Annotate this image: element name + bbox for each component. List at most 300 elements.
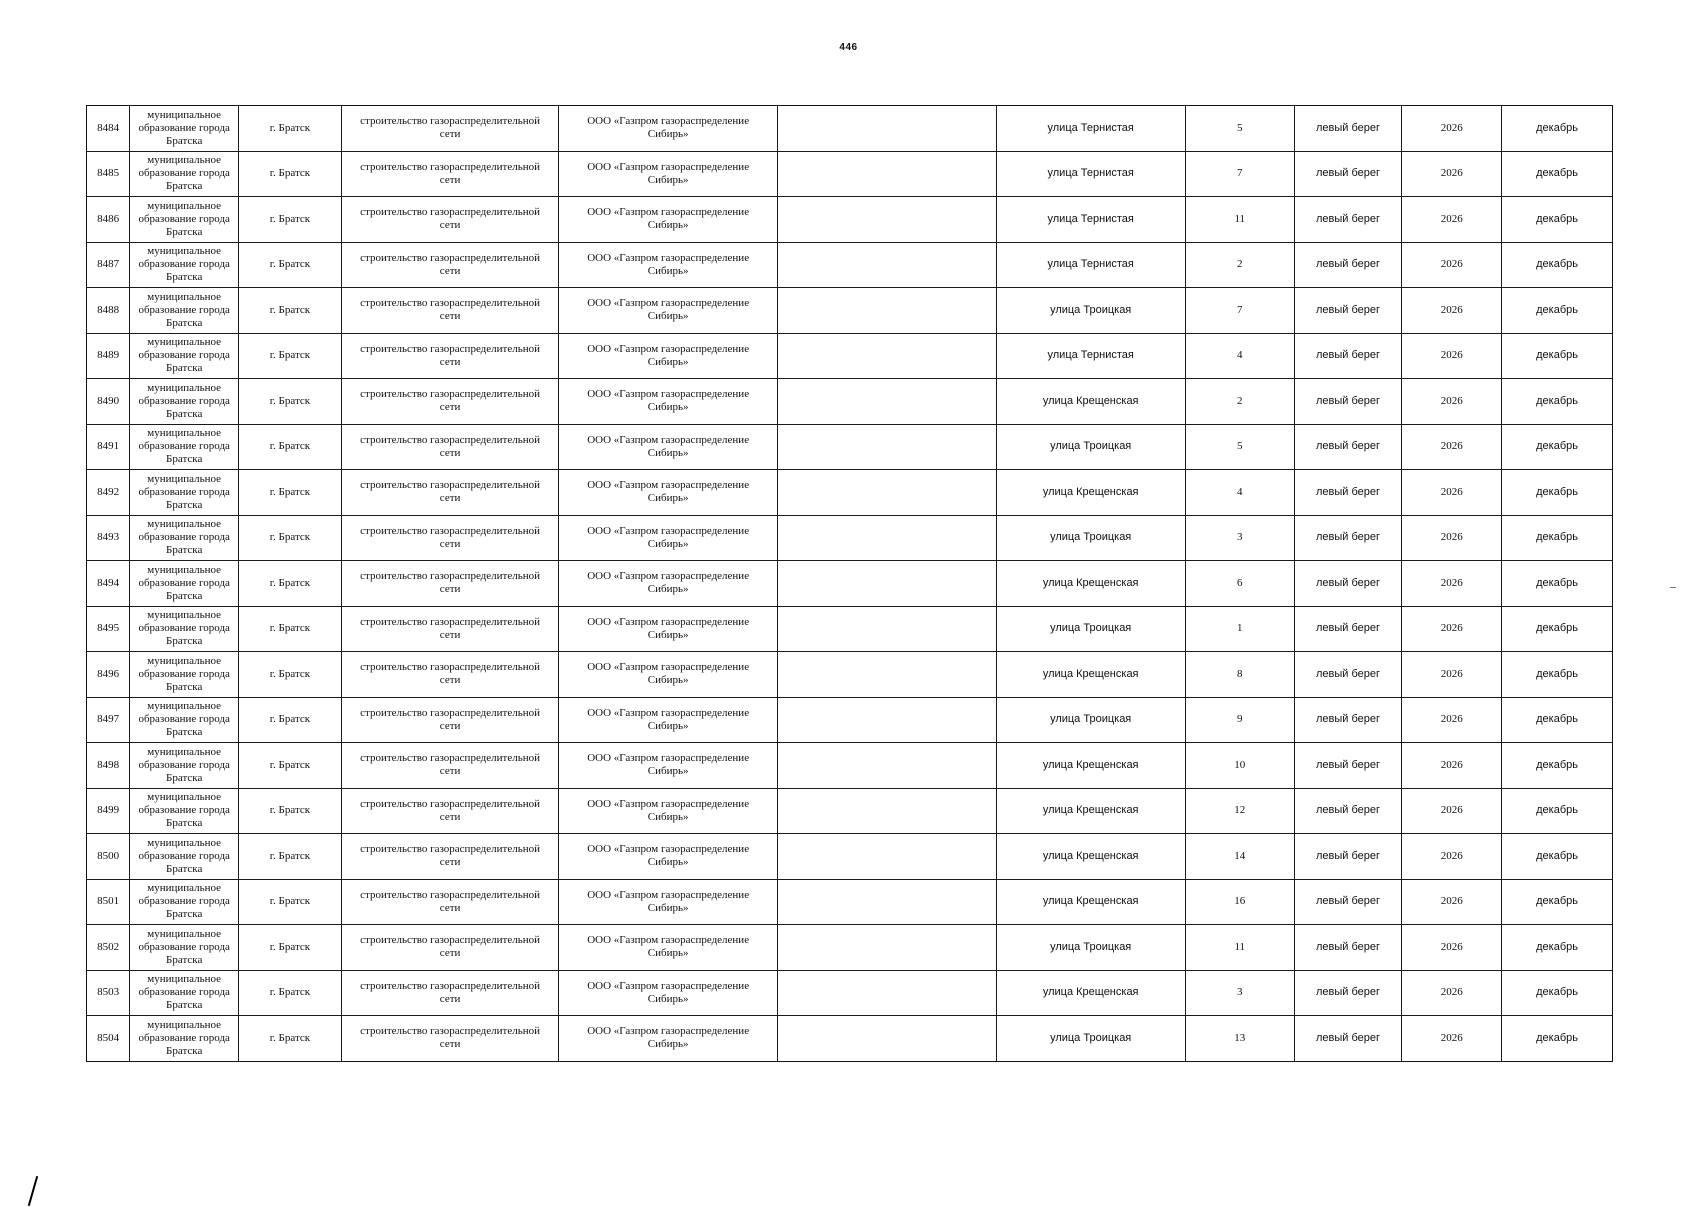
work-type-text: строительство газораспределительной [360, 979, 541, 992]
empty-cell [777, 1016, 996, 1062]
table-row [87, 652, 1613, 698]
municipality-text: муниципальное [147, 108, 222, 121]
settlement-cell [239, 242, 342, 288]
work-type-cell [341, 970, 559, 1016]
table-row [87, 788, 1613, 834]
street-text: улица Крещенская [1042, 849, 1139, 862]
table-row [87, 333, 1613, 379]
organization-text: Сибирь» [647, 765, 689, 778]
organization-cell [559, 288, 778, 334]
river-bank-cell [1294, 697, 1402, 743]
work-type-text: строительство газораспределительной [360, 160, 541, 173]
river-bank-text: левый берег [1316, 940, 1381, 953]
municipality-cell [130, 834, 239, 880]
record-number-text: 8491 [97, 440, 120, 453]
municipality-text: муниципальное [147, 836, 222, 849]
work-type-text: строительство газораспределительной [360, 661, 541, 674]
settlement-cell [239, 470, 342, 516]
work-type-text: сети [439, 537, 461, 550]
organization-text: ООО «Газпром газораспределение [587, 115, 750, 128]
year-cell [1402, 151, 1502, 197]
municipality-text: образование города [138, 485, 230, 498]
record-number-text: 8503 [97, 986, 120, 999]
settlement-cell [239, 106, 342, 152]
month-text: декабрь [1536, 622, 1578, 635]
record-number-text: 8496 [97, 667, 120, 680]
work-type-text: сети [439, 856, 461, 869]
municipality-text: образование города [138, 303, 230, 316]
year-text: 2026 [1440, 622, 1463, 635]
year-text: 2026 [1440, 303, 1463, 316]
month-cell [1502, 879, 1613, 925]
organization-cell [559, 151, 778, 197]
year-cell [1402, 788, 1502, 834]
work-type-text: строительство газораспределительной [360, 570, 541, 583]
month-cell [1502, 606, 1613, 652]
work-type-cell [341, 925, 559, 971]
river-bank-cell [1294, 242, 1402, 288]
gasification-table [86, 105, 1613, 1062]
work-type-text: сети [439, 264, 461, 277]
house-number-text: 1 [1237, 622, 1243, 635]
organization-cell [559, 1016, 778, 1062]
organization-text: ООО «Газпром газораспределение [587, 752, 750, 765]
work-type-text: строительство газораспределительной [360, 388, 541, 401]
settlement-text: г. Братск [269, 849, 311, 862]
record-number-text: 8485 [97, 167, 120, 180]
empty-cell [777, 333, 996, 379]
settlement-cell [239, 697, 342, 743]
empty-cell [777, 106, 996, 152]
settlement-cell [239, 925, 342, 971]
municipality-text: образование города [138, 849, 230, 862]
municipality-text: образование города [138, 622, 230, 635]
organization-cell [559, 106, 778, 152]
work-type-text: строительство газораспределительной [360, 206, 541, 219]
municipality-cell [130, 879, 239, 925]
work-type-cell [341, 424, 559, 470]
municipality-text: муниципальное [147, 290, 222, 303]
river-bank-text: левый берег [1316, 167, 1381, 180]
settlement-text: г. Братск [269, 576, 311, 589]
municipality-text: Братска [166, 953, 203, 966]
house-number-cell [1185, 151, 1294, 197]
municipality-text: Братска [166, 453, 203, 466]
record-number-text: 8500 [97, 849, 120, 862]
municipality-text: образование города [138, 1031, 230, 1044]
organization-text: Сибирь» [647, 128, 689, 141]
street-cell [996, 743, 1185, 789]
municipality-text: Братска [166, 498, 203, 511]
river-bank-text: левый берег [1316, 485, 1381, 498]
record-number-cell [87, 561, 130, 607]
house-number-cell [1185, 424, 1294, 470]
work-type-cell [341, 743, 559, 789]
street-text: улица Троицкая [1050, 1031, 1132, 1044]
month-cell [1502, 379, 1613, 425]
month-text: декабрь [1536, 121, 1578, 134]
work-type-text: сети [439, 719, 461, 732]
record-number-cell [87, 697, 130, 743]
street-cell [996, 288, 1185, 334]
street-cell [996, 879, 1185, 925]
municipality-text: образование города [138, 440, 230, 453]
organization-text: ООО «Газпром газораспределение [587, 615, 750, 628]
house-number-text: 16 [1234, 895, 1246, 908]
empty-cell [777, 470, 996, 516]
table-body [87, 106, 1613, 1062]
settlement-text: г. Братск [269, 121, 311, 134]
river-bank-text: левый берег [1316, 349, 1381, 362]
settlement-text: г. Братск [269, 303, 311, 316]
organization-text: ООО «Газпром газораспределение [587, 570, 750, 583]
municipality-text: муниципальное [147, 427, 222, 440]
organization-text: Сибирь» [647, 583, 689, 596]
settlement-text: г. Братск [269, 986, 311, 999]
table-row [87, 743, 1613, 789]
house-number-text: 5 [1237, 440, 1243, 453]
year-cell [1402, 879, 1502, 925]
organization-cell [559, 879, 778, 925]
empty-cell [777, 515, 996, 561]
work-type-text: сети [439, 401, 461, 414]
river-bank-cell [1294, 470, 1402, 516]
year-cell [1402, 288, 1502, 334]
settlement-text: г. Братск [269, 212, 311, 225]
house-number-text: 3 [1237, 531, 1243, 544]
organization-cell [559, 515, 778, 561]
municipality-text: образование города [138, 258, 230, 271]
municipality-text: муниципальное [147, 609, 222, 622]
work-type-text: сети [439, 128, 461, 141]
settlement-text: г. Братск [269, 258, 311, 271]
settlement-text: г. Братск [269, 531, 311, 544]
river-bank-cell [1294, 424, 1402, 470]
month-text: декабрь [1536, 1031, 1578, 1044]
empty-cell [777, 697, 996, 743]
municipality-cell [130, 197, 239, 243]
organization-text: Сибирь» [647, 310, 689, 323]
house-number-text: 4 [1237, 485, 1243, 498]
empty-cell [777, 606, 996, 652]
organization-cell [559, 652, 778, 698]
record-number-cell [87, 1016, 130, 1062]
month-cell [1502, 788, 1613, 834]
table-row [87, 879, 1613, 925]
empty-cell [777, 424, 996, 470]
house-number-cell [1185, 606, 1294, 652]
municipality-text: Братска [166, 180, 203, 193]
municipality-text: муниципальное [147, 791, 222, 804]
street-cell [996, 970, 1185, 1016]
municipality-cell [130, 652, 239, 698]
organization-text: Сибирь» [647, 810, 689, 823]
organization-text: ООО «Газпром газораспределение [587, 979, 750, 992]
municipality-cell [130, 925, 239, 971]
settlement-text: г. Братск [269, 167, 311, 180]
work-type-text: сети [439, 628, 461, 641]
settlement-text: г. Братск [269, 622, 311, 635]
work-type-text: строительство газораспределительной [360, 342, 541, 355]
record-number-cell [87, 288, 130, 334]
record-number-cell [87, 834, 130, 880]
work-type-text: строительство газораспределительной [360, 706, 541, 719]
work-type-cell [341, 470, 559, 516]
month-text: декабрь [1536, 485, 1578, 498]
house-number-cell [1185, 333, 1294, 379]
record-number-cell [87, 606, 130, 652]
municipality-text: Братска [166, 635, 203, 648]
record-number-text: 8504 [97, 1031, 120, 1044]
empty-cell [777, 197, 996, 243]
work-type-text: строительство газораспределительной [360, 615, 541, 628]
year-cell [1402, 970, 1502, 1016]
house-number-cell [1185, 1016, 1294, 1062]
organization-cell [559, 561, 778, 607]
organization-text: Сибирь» [647, 992, 689, 1005]
street-cell [996, 379, 1185, 425]
record-number-text: 8495 [97, 622, 120, 635]
organization-cell [559, 424, 778, 470]
work-type-cell [341, 606, 559, 652]
municipality-text: образование города [138, 895, 230, 908]
work-type-text: строительство газораспределительной [360, 479, 541, 492]
work-type-text: строительство газораспределительной [360, 797, 541, 810]
settlement-cell [239, 424, 342, 470]
organization-text: ООО «Газпром газораспределение [587, 797, 750, 810]
municipality-text: муниципальное [147, 1018, 222, 1031]
record-number-text: 8492 [97, 485, 120, 498]
municipality-text: муниципальное [147, 745, 222, 758]
municipality-text: муниципальное [147, 245, 222, 258]
record-number-cell [87, 333, 130, 379]
year-cell [1402, 515, 1502, 561]
empty-cell [777, 925, 996, 971]
settlement-text: г. Братск [269, 758, 311, 771]
year-text: 2026 [1440, 667, 1463, 680]
municipality-cell [130, 697, 239, 743]
house-number-cell [1185, 379, 1294, 425]
organization-text: Сибирь» [647, 264, 689, 277]
organization-text: Сибирь» [647, 355, 689, 368]
work-type-text: строительство газораспределительной [360, 251, 541, 264]
year-text: 2026 [1440, 394, 1463, 407]
settlement-cell [239, 834, 342, 880]
year-cell [1402, 106, 1502, 152]
house-number-cell [1185, 697, 1294, 743]
work-type-cell [341, 697, 559, 743]
settlement-text: г. Братск [269, 485, 311, 498]
house-number-text: 9 [1237, 713, 1243, 726]
municipality-cell [130, 106, 239, 152]
month-text: декабрь [1536, 713, 1578, 726]
municipality-text: Братска [166, 225, 203, 238]
settlement-cell [239, 606, 342, 652]
pen-stroke-mark [20, 1175, 50, 1207]
month-text: декабрь [1536, 258, 1578, 271]
record-number-cell [87, 788, 130, 834]
street-cell [996, 788, 1185, 834]
river-bank-text: левый берег [1316, 394, 1381, 407]
work-type-text: строительство газораспределительной [360, 1025, 541, 1038]
house-number-text: 2 [1237, 258, 1243, 271]
municipality-text: образование города [138, 713, 230, 726]
municipality-text: Братска [166, 589, 203, 602]
municipality-cell [130, 515, 239, 561]
record-number-cell [87, 424, 130, 470]
street-text: улица Крещенская [1042, 667, 1139, 680]
work-type-text: сети [439, 173, 461, 186]
year-text: 2026 [1440, 349, 1463, 362]
month-text: декабрь [1536, 394, 1578, 407]
month-text: декабрь [1536, 940, 1578, 953]
month-text: декабрь [1536, 303, 1578, 316]
river-bank-text: левый берег [1316, 895, 1381, 908]
empty-cell [777, 242, 996, 288]
organization-cell [559, 197, 778, 243]
house-number-text: 3 [1237, 986, 1243, 999]
organization-text: Сибирь» [647, 492, 689, 505]
organization-text: ООО «Газпром газораспределение [587, 888, 750, 901]
municipality-text: Братска [166, 771, 203, 784]
month-text: декабрь [1536, 849, 1578, 862]
year-cell [1402, 743, 1502, 789]
municipality-text: образование города [138, 804, 230, 817]
work-type-text: сети [439, 355, 461, 368]
organization-cell [559, 834, 778, 880]
work-type-text: сети [439, 446, 461, 459]
settlement-text: г. Братск [269, 349, 311, 362]
river-bank-text: левый берег [1316, 1031, 1381, 1044]
record-number-text: 8498 [97, 758, 120, 771]
settlement-text: г. Братск [269, 440, 311, 453]
street-cell [996, 470, 1185, 516]
municipality-text: Братска [166, 316, 203, 329]
month-text: декабрь [1536, 895, 1578, 908]
month-text: декабрь [1536, 576, 1578, 589]
table-row [87, 288, 1613, 334]
settlement-cell [239, 288, 342, 334]
municipality-text: муниципальное [147, 563, 222, 576]
year-cell [1402, 834, 1502, 880]
work-type-cell [341, 151, 559, 197]
street-cell [996, 561, 1185, 607]
river-bank-cell [1294, 106, 1402, 152]
municipality-text: муниципальное [147, 381, 222, 394]
river-bank-text: левый берег [1316, 622, 1381, 635]
municipality-text: муниципальное [147, 700, 222, 713]
table-row [87, 606, 1613, 652]
record-number-cell [87, 470, 130, 516]
organization-text: ООО «Газпром газораспределение [587, 524, 750, 537]
empty-cell [777, 652, 996, 698]
record-number-text: 8497 [97, 713, 120, 726]
house-number-text: 13 [1234, 1031, 1246, 1044]
record-number-cell [87, 151, 130, 197]
work-type-text: строительство газораспределительной [360, 115, 541, 128]
work-type-text: сети [439, 765, 461, 778]
street-cell [996, 515, 1185, 561]
municipality-cell [130, 470, 239, 516]
work-type-text: строительство газораспределительной [360, 297, 541, 310]
organization-cell [559, 925, 778, 971]
settlement-text: г. Братск [269, 940, 311, 953]
table-row [87, 1016, 1613, 1062]
work-type-text: строительство газораспределительной [360, 433, 541, 446]
street-text: улица Троицкая [1050, 531, 1132, 544]
settlement-cell [239, 970, 342, 1016]
work-type-cell [341, 242, 559, 288]
year-cell [1402, 606, 1502, 652]
street-text: улица Троицкая [1050, 303, 1132, 316]
street-cell [996, 697, 1185, 743]
organization-text: ООО «Газпром газораспределение [587, 479, 750, 492]
river-bank-text: левый берег [1316, 849, 1381, 862]
house-number-cell [1185, 197, 1294, 243]
record-number-text: 8501 [97, 895, 120, 908]
organization-text: Сибирь» [647, 446, 689, 459]
river-bank-cell [1294, 879, 1402, 925]
record-number-cell [87, 743, 130, 789]
river-bank-cell [1294, 379, 1402, 425]
municipality-text: муниципальное [147, 518, 222, 531]
municipality-text: образование города [138, 758, 230, 771]
scan-artifact [1670, 587, 1676, 588]
municipality-text: Братска [166, 1044, 203, 1057]
table-row [87, 151, 1613, 197]
record-number-cell [87, 106, 130, 152]
work-type-cell [341, 106, 559, 152]
table-row [87, 106, 1613, 152]
month-cell [1502, 743, 1613, 789]
year-text: 2026 [1440, 713, 1463, 726]
year-cell [1402, 197, 1502, 243]
month-text: декабрь [1536, 440, 1578, 453]
municipality-cell [130, 606, 239, 652]
municipality-text: Братска [166, 134, 203, 147]
house-number-text: 14 [1234, 849, 1246, 862]
month-text: декабрь [1536, 212, 1578, 225]
municipality-text: Братска [166, 908, 203, 921]
work-type-text: сети [439, 492, 461, 505]
house-number-cell [1185, 925, 1294, 971]
municipality-cell [130, 1016, 239, 1062]
street-cell [996, 333, 1185, 379]
work-type-text: сети [439, 674, 461, 687]
month-text: декабрь [1536, 349, 1578, 362]
month-cell [1502, 697, 1613, 743]
year-cell [1402, 561, 1502, 607]
record-number-text: 8484 [97, 121, 120, 134]
month-text: декабрь [1536, 667, 1578, 680]
house-number-cell [1185, 561, 1294, 607]
month-cell [1502, 515, 1613, 561]
municipality-text: образование города [138, 667, 230, 680]
year-text: 2026 [1440, 849, 1463, 862]
organization-text: ООО «Газпром газораспределение [587, 706, 750, 719]
house-number-cell [1185, 743, 1294, 789]
municipality-cell [130, 743, 239, 789]
work-type-cell [341, 834, 559, 880]
river-bank-cell [1294, 788, 1402, 834]
street-text: улица Тернистая [1047, 167, 1134, 180]
record-number-text: 8486 [97, 212, 120, 225]
street-text: улица Тернистая [1047, 121, 1134, 134]
year-cell [1402, 242, 1502, 288]
year-cell [1402, 1016, 1502, 1062]
street-cell [996, 1016, 1185, 1062]
organization-text: Сибирь» [647, 628, 689, 641]
